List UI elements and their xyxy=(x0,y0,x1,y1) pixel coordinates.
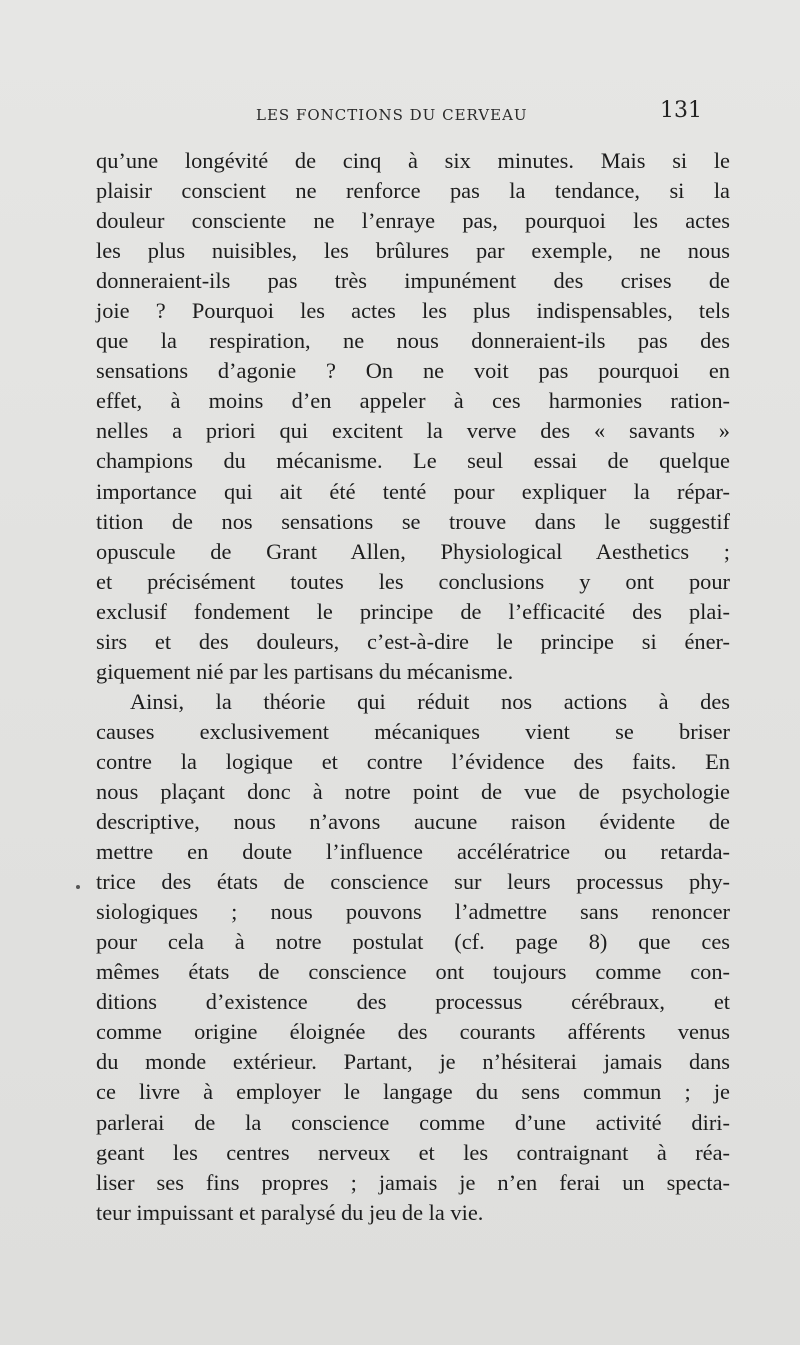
text-line: parlerai de la conscience comme d’une activité diri- xyxy=(96,1109,730,1135)
text-line: Ainsi, la théorie qui réduit nos actions à des xyxy=(130,688,730,714)
text-line: causes exclusivement mécaniques vient se briser xyxy=(96,718,730,744)
running-head xyxy=(92,98,706,132)
text-line: exclusif fondement le principe de l’efficacité des plai- xyxy=(96,598,730,624)
text-line: ce livre à employer le langage du sens commun ; je xyxy=(96,1079,730,1105)
text-line: mêmes états de conscience ont toujours comme con- xyxy=(96,959,730,985)
text-line: importance qui ait été tenté pour expliquer la répar- xyxy=(96,478,730,504)
text-line: champions du mécanisme. Le seul essai de quelque xyxy=(96,448,730,474)
text-line: douleur consciente ne l’enraye pas, pourquoi les actes xyxy=(96,208,730,234)
text-line: tition de nos sensations se trouve dans le suggestif xyxy=(96,508,730,534)
ink-speck xyxy=(76,885,80,889)
text-line: que la respiration, ne nous donneraient-ils pas des xyxy=(96,328,730,354)
text-line: qu’une longévité de cinq à six minutes. Mais si le xyxy=(96,148,730,173)
text-line: et précisément toutes les conclusions y ont pour xyxy=(96,568,730,594)
text-line: sensations d’agonie ? On ne voit pas pourquoi en xyxy=(96,358,730,384)
text-line: liser ses fins propres ; jamais je n’en ferai un specta- xyxy=(96,1169,730,1195)
text-line: comme origine éloignée des courants afférents venus xyxy=(96,1019,730,1045)
text-line: geant les centres nerveux et les contraignant à réa- xyxy=(96,1139,730,1165)
text-line: plaisir conscient ne renforce pas la tendance, si la xyxy=(96,178,730,204)
text-line: contre la logique et contre l’évidence des faits. En xyxy=(96,748,730,774)
text-line: effet, à moins d’en appeler à ces harmonies ration- xyxy=(96,388,730,414)
text-line: donneraient-ils pas très impunément des crises de xyxy=(96,268,730,294)
running-title: LES FONCTIONS DU CERVEAU xyxy=(256,106,528,124)
text-line: opuscule de Grant Allen, Physiological Aesthetics ; xyxy=(96,538,730,564)
text-line: trice des états de conscience sur leurs processus phy- xyxy=(96,869,730,895)
body-text xyxy=(96,146,730,1228)
text-line: ditions d’existence des processus cérébraux, et xyxy=(96,989,730,1015)
text-line: du monde extérieur. Partant, je n’hésiterai jamais dans xyxy=(96,1049,730,1075)
text-line: nous plaçant donc à notre point de vue de psychologie xyxy=(96,778,730,804)
text-line: nelles a priori qui excitent la verve des « savants » xyxy=(96,418,730,444)
page-number: 131 xyxy=(660,98,702,123)
text-line: descriptive, nous n’avons aucune raison évidente de xyxy=(96,809,730,835)
text-line: mettre en doute l’influence accélératrice ou retarda- xyxy=(96,839,730,865)
text-line: siologiques ; nous pouvons l’admettre sans renoncer xyxy=(96,899,730,925)
text-line: les plus nuisibles, les brûlures par exemple, ne nous xyxy=(96,238,730,264)
text-line: giquement nié par les partisans du mécanisme. xyxy=(96,658,514,684)
text-line: joie ? Pourquoi les actes les plus indispensables, tels xyxy=(96,298,730,324)
text-line: teur impuissant et paralysé du jeu de la vie. xyxy=(96,1199,484,1225)
text-line: sirs et des douleurs, c’est-à-dire le principe si éner- xyxy=(96,628,730,654)
text-line: pour cela à notre postulat (cf. page 8) que ces xyxy=(96,929,730,955)
